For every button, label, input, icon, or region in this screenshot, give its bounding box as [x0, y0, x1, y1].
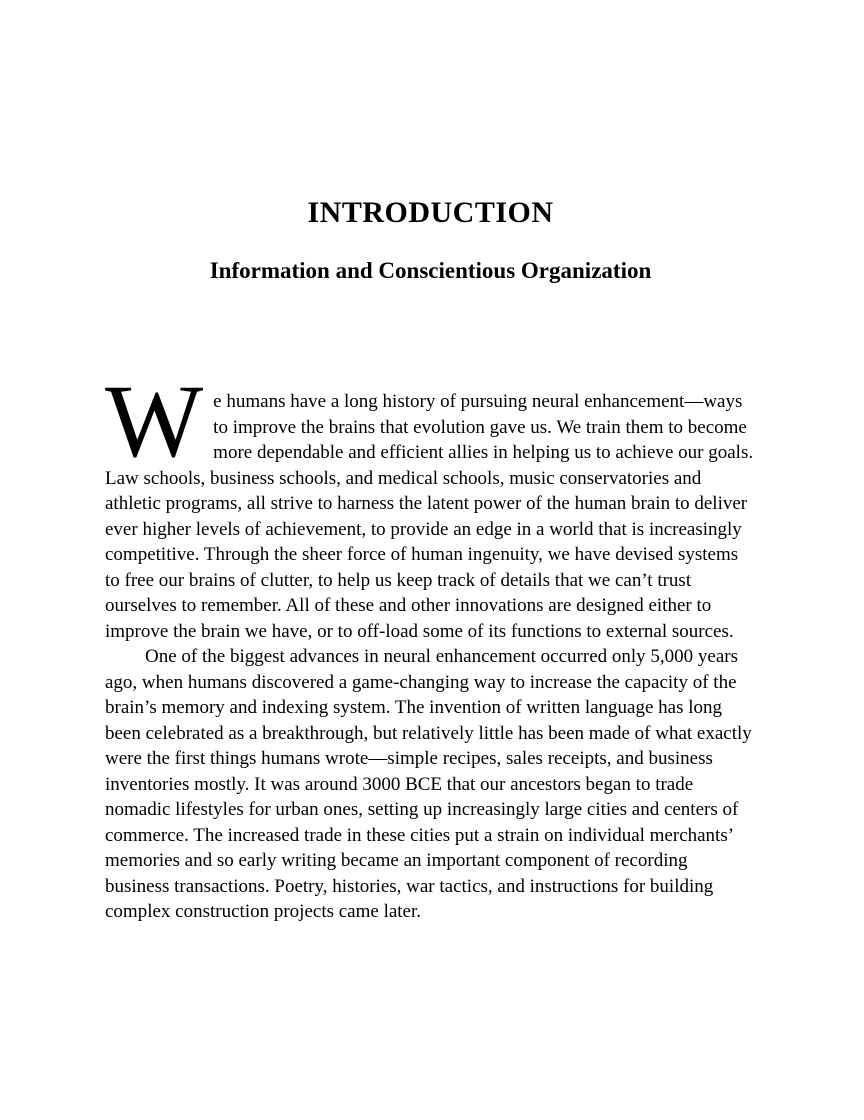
chapter-subtitle: Information and Conscientious Organization	[209, 258, 652, 283]
paragraph-first-text: e humans have a long history of pursuing neural enhancement—ways to improve the brains that evolution gave us. We train them to become more dependable and efficient allies in helping us to achieve our goals. Law schools, business schools, and medical schools, music conservatories and athletic programs, all strive to harness the latent power of the human brain to deliver ever higher levels of achievement, to provide an edge in a world that is increasingly competitive. Through the sheer force of human ingenuity, we have devised systems to free our brains of clutter, to help us keep track of details that we can’t trust ourselves to remember. All of these and other innovations are designed either to improve the brain we have, or to off-load some of its functions to external sources.	[105, 391, 754, 642]
text-column	[105, 0, 756, 925]
paragraph-first	[105, 364, 756, 644]
paragraph-second: One of the biggest advances in neural enhancement occurred only 5,000 years ago, when humans discovered a game-changing way to increase the capacity of the brain’s memory and indexing system. The invention of written language has long been celebrated as a breakthrough, but relatively little has been made of what exactly were the first things humans wrote—simple recipes, sales receipts, and business inventories mostly. It was around 3000 BCE that our ancestors began to trade nomadic lifestyles for urban ones, setting up increasingly large cities and centers of commerce. The increased trade in these cities put a strain on individual merchants’ memories and so early writing became an important component of recording business transactions. Poetry, histories, war tactics, and instructions for building complex construction projects came later.	[105, 646, 752, 922]
drop-cap: W	[105, 364, 204, 479]
chapter-title: INTRODUCTION	[307, 196, 554, 229]
body-text	[105, 364, 756, 925]
